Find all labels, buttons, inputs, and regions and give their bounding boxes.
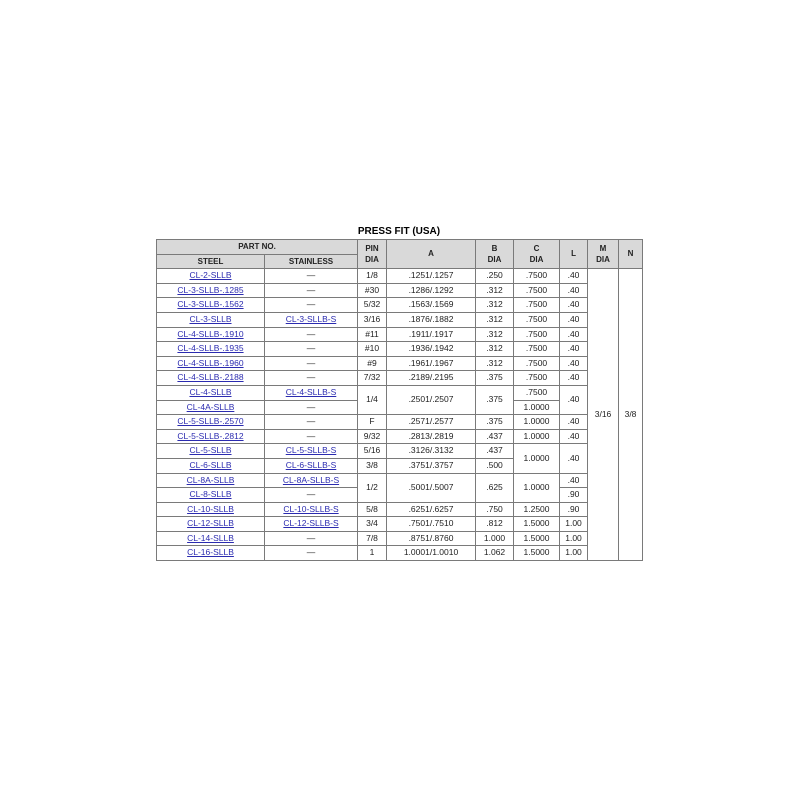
a-cell: .7501/.7510: [387, 517, 476, 532]
n-cell: 3/8: [619, 269, 643, 561]
steel-part-cell[interactable]: [157, 415, 265, 430]
a-cell: .1876/.1882: [387, 312, 476, 327]
a-cell: .2189/.2195: [387, 371, 476, 386]
b-dia-cell: .437: [476, 444, 514, 459]
steel-part-link[interactable]: CL-4-SLLB-.1935: [177, 343, 244, 354]
steel-part-cell[interactable]: [157, 458, 265, 473]
steel-part-link[interactable]: CL-14-SLLB: [187, 532, 234, 543]
l-header: L: [560, 240, 588, 269]
l-cell: .40: [560, 429, 588, 444]
c-dia-cell: .7500: [514, 356, 560, 371]
a-cell: 1.0001/1.0010: [387, 546, 476, 561]
steel-part-link[interactable]: CL-8-SLLB: [189, 489, 232, 500]
a-cell: .2501/.2507: [387, 385, 476, 414]
steel-part-cell[interactable]: [157, 371, 265, 386]
stainless-part-cell: —: [265, 327, 358, 342]
pin-dia-cell: 9/32: [358, 429, 387, 444]
pin-dia-cell: 7/32: [358, 371, 387, 386]
b-dia-cell: .375: [476, 371, 514, 386]
steel-part-link[interactable]: CL-5-SLLB-.2812: [177, 430, 244, 441]
stainless-part-link[interactable]: CL-10-SLLB-S: [283, 503, 339, 514]
a-cell: .1286/.1292: [387, 283, 476, 298]
table-row: [157, 385, 643, 400]
steel-part-link[interactable]: CL-5-SLLB: [189, 445, 232, 456]
pin-dia-cell: F: [358, 415, 387, 430]
l-cell: .40: [560, 342, 588, 357]
b-dia-cell: .312: [476, 327, 514, 342]
pin-dia-cell: 7/8: [358, 531, 387, 546]
stainless-part-link[interactable]: CL-8A-SLLB-S: [282, 474, 340, 485]
stainless-part-cell[interactable]: [265, 458, 358, 473]
l-cell: .40: [560, 356, 588, 371]
stainless-part-link[interactable]: CL-3-SLLB-S: [285, 313, 337, 324]
b-dia-cell: .312: [476, 312, 514, 327]
l-cell: .40: [560, 298, 588, 313]
l-cell: .40: [560, 269, 588, 284]
stainless-part-cell: —: [265, 371, 358, 386]
stainless-part-link[interactable]: CL-6-SLLB-S: [285, 459, 337, 470]
steel-part-cell[interactable]: [157, 356, 265, 371]
c-dia-cell: .7500: [514, 283, 560, 298]
steel-part-cell[interactable]: [157, 531, 265, 546]
stainless-header: STAINLESS: [265, 254, 358, 269]
pin-dia-cell: 5/32: [358, 298, 387, 313]
stainless-part-cell: —: [265, 342, 358, 357]
steel-part-link[interactable]: CL-3-SLLB-.1285: [177, 284, 244, 295]
a-header: A: [387, 240, 476, 269]
stainless-part-cell: —: [265, 400, 358, 415]
steel-part-cell[interactable]: [157, 269, 265, 284]
a-cell: .1911/.1917: [387, 327, 476, 342]
steel-part-link[interactable]: CL-10-SLLB: [187, 503, 234, 514]
steel-part-cell[interactable]: [157, 473, 265, 488]
pin-dia-cell: 1: [358, 546, 387, 561]
steel-part-cell[interactable]: [157, 488, 265, 503]
part-no-header: PART NO.: [157, 240, 358, 255]
table-row: [157, 531, 643, 546]
l-cell: .90: [560, 502, 588, 517]
b-dia-header: B DIA: [476, 240, 514, 269]
a-cell: .1961/.1967: [387, 356, 476, 371]
table-row: [157, 473, 643, 488]
b-dia-cell: .625: [476, 473, 514, 502]
l-cell: .40: [560, 415, 588, 430]
table-body: [157, 269, 643, 561]
l-cell: .40: [560, 385, 588, 414]
steel-part-cell[interactable]: [157, 283, 265, 298]
a-cell: .3751/.3757: [387, 458, 476, 473]
stainless-part-link[interactable]: CL-5-SLLB-S: [285, 445, 337, 456]
steel-part-cell[interactable]: [157, 429, 265, 444]
c-dia-cell: .7500: [514, 371, 560, 386]
b-dia-cell: .500: [476, 458, 514, 473]
steel-part-cell[interactable]: [157, 517, 265, 532]
stainless-part-cell[interactable]: [265, 444, 358, 459]
stainless-part-cell: —: [265, 546, 358, 561]
table-row: [157, 502, 643, 517]
stainless-part-link[interactable]: CL-12-SLLB-S: [283, 518, 339, 529]
l-cell: 1.00: [560, 517, 588, 532]
pin-dia-cell: #9: [358, 356, 387, 371]
table-row: [157, 342, 643, 357]
table-row: [157, 269, 643, 284]
stainless-part-cell: —: [265, 415, 358, 430]
table-row: [157, 356, 643, 371]
pin-dia-cell: 5/8: [358, 502, 387, 517]
b-dia-cell: .375: [476, 415, 514, 430]
stainless-part-cell: —: [265, 298, 358, 313]
m-dia-cell: 3/16: [588, 269, 619, 561]
steel-part-link[interactable]: CL-16-SLLB: [187, 547, 234, 558]
c-dia-cell: 1.0000: [514, 400, 560, 415]
b-dia-cell: .312: [476, 356, 514, 371]
steel-part-link[interactable]: CL-4-SLLB: [189, 386, 232, 397]
pin-dia-cell: 1/4: [358, 385, 387, 414]
steel-part-cell[interactable]: [157, 298, 265, 313]
stainless-part-link[interactable]: CL-4-SLLB-S: [285, 386, 337, 397]
a-cell: .2571/.2577: [387, 415, 476, 430]
a-cell: .1936/.1942: [387, 342, 476, 357]
pin-dia-cell: 3/16: [358, 312, 387, 327]
steel-part-cell[interactable]: [157, 502, 265, 517]
pin-dia-cell: 5/16: [358, 444, 387, 459]
stainless-part-cell[interactable]: [265, 517, 358, 532]
table-row: [157, 517, 643, 532]
steel-part-cell[interactable]: [157, 444, 265, 459]
table-row: [157, 415, 643, 430]
a-cell: .3126/.3132: [387, 444, 476, 459]
b-dia-cell: .812: [476, 517, 514, 532]
steel-part-link[interactable]: CL-4-SLLB-.1960: [177, 357, 244, 368]
stainless-part-cell[interactable]: [265, 502, 358, 517]
b-dia-cell: .437: [476, 429, 514, 444]
c-dia-cell: .7500: [514, 342, 560, 357]
steel-part-cell[interactable]: [157, 312, 265, 327]
steel-part-cell[interactable]: [157, 385, 265, 400]
steel-part-link[interactable]: CL-6-SLLB: [189, 459, 232, 470]
stainless-part-cell: —: [265, 356, 358, 371]
steel-part-link[interactable]: CL-2-SLLB: [189, 270, 232, 281]
steel-part-link[interactable]: CL-8A-SLLB: [186, 474, 235, 485]
steel-part-link[interactable]: CL-3-SLLB-.1562: [177, 299, 244, 310]
b-dia-cell: .250: [476, 269, 514, 284]
table-row: [157, 298, 643, 313]
table-caption: PRESS FIT (USA): [357, 226, 441, 237]
pin-dia-cell: 1/2: [358, 473, 387, 502]
b-dia-cell: .312: [476, 342, 514, 357]
l-cell: 1.00: [560, 531, 588, 546]
c-dia-cell: .7500: [514, 269, 560, 284]
c-dia-cell: .7500: [514, 385, 560, 400]
c-dia-cell: 1.0000: [514, 429, 560, 444]
c-dia-cell: 1.5000: [514, 517, 560, 532]
a-cell: .6251/.6257: [387, 502, 476, 517]
steel-header: STEEL: [157, 254, 265, 269]
steel-part-cell[interactable]: [157, 546, 265, 561]
n-header: N: [619, 240, 643, 269]
stainless-part-cell[interactable]: [265, 385, 358, 400]
table-row: [157, 429, 643, 444]
a-cell: .5001/.5007: [387, 473, 476, 502]
a-cell: .8751/.8760: [387, 531, 476, 546]
steel-part-link[interactable]: CL-3-SLLB: [189, 313, 232, 324]
a-cell: .1563/.1569: [387, 298, 476, 313]
c-dia-cell: 1.0000: [514, 415, 560, 430]
b-dia-cell: 1.062: [476, 546, 514, 561]
pin-dia-header: PIN DIA: [358, 240, 387, 269]
steel-part-link[interactable]: CL-4-SLLB-.1910: [177, 328, 244, 339]
b-dia-cell: .312: [476, 298, 514, 313]
table-header: [157, 240, 643, 269]
stainless-part-cell: —: [265, 488, 358, 503]
c-dia-cell: 1.2500: [514, 502, 560, 517]
table-row: [157, 546, 643, 561]
m-dia-header: M DIA: [588, 240, 619, 269]
b-dia-cell: 1.000: [476, 531, 514, 546]
steel-part-cell[interactable]: [157, 400, 265, 415]
steel-part-link[interactable]: CL-12-SLLB: [187, 518, 234, 529]
stainless-part-cell: —: [265, 269, 358, 284]
stainless-part-cell[interactable]: [265, 473, 358, 488]
stainless-part-cell: —: [265, 283, 358, 298]
c-dia-cell: 1.0000: [514, 473, 560, 502]
pin-dia-cell: #11: [358, 327, 387, 342]
l-cell: .90: [560, 488, 588, 503]
table-row: [157, 444, 643, 459]
steel-part-link[interactable]: CL-4A-SLLB: [186, 401, 235, 412]
b-dia-cell: .375: [476, 385, 514, 414]
l-cell: .40: [560, 283, 588, 298]
c-dia-cell: 1.5000: [514, 546, 560, 561]
l-cell: 1.00: [560, 546, 588, 561]
table-row: [157, 371, 643, 386]
table-row: [157, 283, 643, 298]
table-row: [157, 327, 643, 342]
pin-dia-cell: 3/4: [358, 517, 387, 532]
steel-part-cell[interactable]: [157, 327, 265, 342]
a-cell: .2813/.2819: [387, 429, 476, 444]
pin-dia-cell: #30: [358, 283, 387, 298]
c-dia-cell: 1.5000: [514, 531, 560, 546]
pin-dia-cell: 3/8: [358, 458, 387, 473]
l-cell: .40: [560, 312, 588, 327]
c-dia-header: C DIA: [514, 240, 560, 269]
b-dia-cell: .750: [476, 502, 514, 517]
l-cell: .40: [560, 444, 588, 473]
c-dia-cell: .7500: [514, 298, 560, 313]
a-cell: .1251/.1257: [387, 269, 476, 284]
table-row: [157, 312, 643, 327]
c-dia-cell: .7500: [514, 327, 560, 342]
steel-part-link[interactable]: CL-5-SLLB-.2570: [177, 416, 244, 427]
stainless-part-cell[interactable]: [265, 312, 358, 327]
stainless-part-cell: —: [265, 531, 358, 546]
pin-dia-cell: #10: [358, 342, 387, 357]
c-dia-cell: .7500: [514, 312, 560, 327]
b-dia-cell: .312: [476, 283, 514, 298]
stainless-part-cell: —: [265, 429, 358, 444]
pin-dia-cell: 1/8: [358, 269, 387, 284]
l-cell: .40: [560, 327, 588, 342]
steel-part-cell[interactable]: [157, 342, 265, 357]
press-fit-table: [156, 239, 643, 561]
c-dia-cell: 1.0000: [514, 444, 560, 473]
steel-part-link[interactable]: CL-4-SLLB-.2188: [177, 372, 244, 383]
l-cell: .40: [560, 371, 588, 386]
l-cell: .40: [560, 473, 588, 488]
